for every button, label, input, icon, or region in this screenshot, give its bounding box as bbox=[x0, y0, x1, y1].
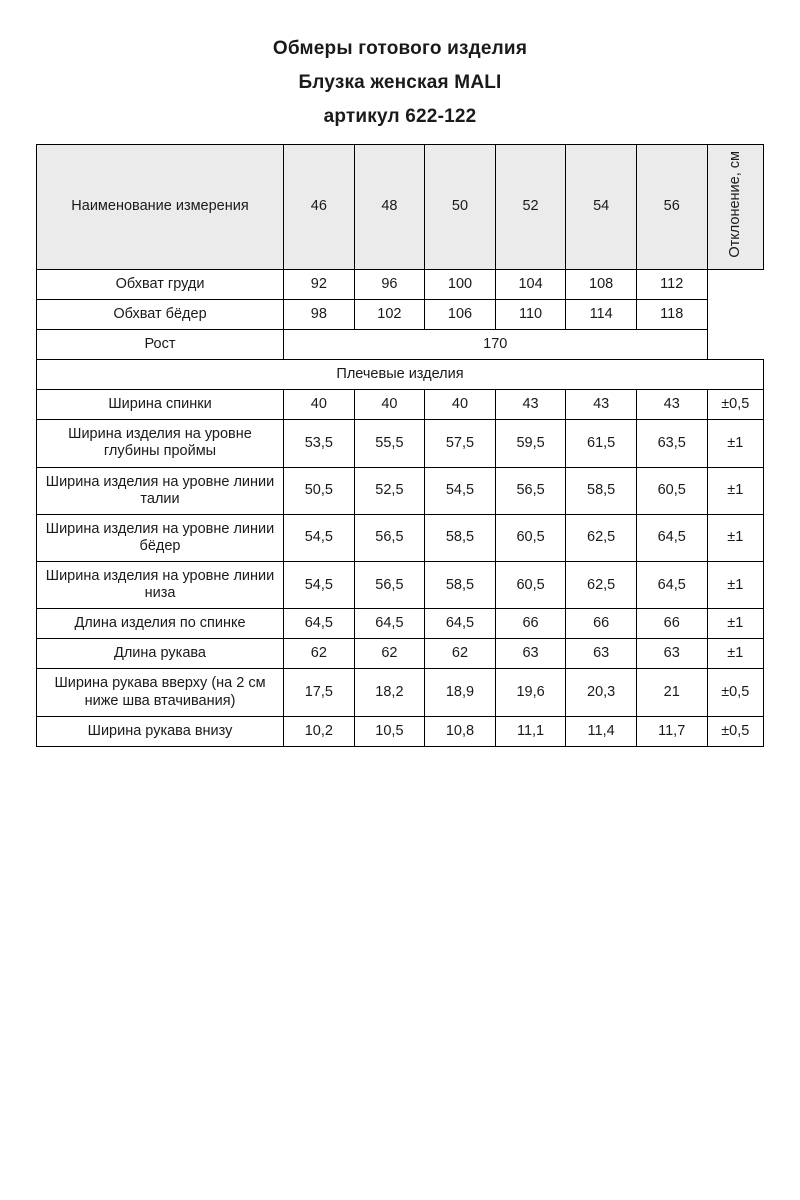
cell-value: 112 bbox=[636, 269, 707, 299]
cell-value: 54,5 bbox=[284, 561, 355, 608]
row-label: Ширина изделия на уровне глубины проймы bbox=[37, 420, 284, 467]
table-row bbox=[37, 420, 764, 467]
cell-value: 56,5 bbox=[495, 467, 566, 514]
cell-value: 64,5 bbox=[284, 609, 355, 639]
table-header bbox=[37, 145, 764, 270]
cell-value: 108 bbox=[566, 269, 637, 299]
cell-value: 61,5 bbox=[566, 420, 637, 467]
cell-value: 64,5 bbox=[636, 514, 707, 561]
table-body bbox=[37, 269, 764, 746]
cell-value: 62,5 bbox=[566, 561, 637, 608]
cell-value: 53,5 bbox=[284, 420, 355, 467]
cell-value: 40 bbox=[284, 390, 355, 420]
cell-value: 18,9 bbox=[425, 669, 496, 716]
cell-value: 43 bbox=[566, 390, 637, 420]
cell-value: 96 bbox=[354, 269, 425, 299]
cell-deviation: ±0,5 bbox=[707, 390, 764, 420]
cell-value: 58,5 bbox=[566, 467, 637, 514]
cell-value: 11,7 bbox=[636, 716, 707, 746]
cell-value: 63,5 bbox=[636, 420, 707, 467]
cell-value: 104 bbox=[495, 269, 566, 299]
cell-value: 66 bbox=[495, 609, 566, 639]
row-label: Обхват бёдер bbox=[37, 299, 284, 329]
cell-value: 98 bbox=[284, 299, 355, 329]
cell-deviation: ±1 bbox=[707, 609, 764, 639]
table-row bbox=[37, 639, 764, 669]
cell-value: 59,5 bbox=[495, 420, 566, 467]
cell-value: 17,5 bbox=[284, 669, 355, 716]
cell-deviation: ±1 bbox=[707, 467, 764, 514]
header-deviation-column bbox=[707, 145, 764, 270]
product-name: Блузка женская MALI bbox=[298, 72, 502, 93]
page-title: Обмеры готового изделия bbox=[272, 38, 528, 59]
section-label: Плечевые изделия bbox=[37, 360, 764, 390]
table-row bbox=[37, 269, 764, 299]
cell-value: 118 bbox=[636, 299, 707, 329]
cell-value: 60,5 bbox=[636, 467, 707, 514]
cell-deviation: ±0,5 bbox=[707, 716, 764, 746]
header-size-50: 50 bbox=[425, 145, 496, 270]
cell-value: 64,5 bbox=[425, 609, 496, 639]
cell-value: 11,1 bbox=[495, 716, 566, 746]
cell-value: 10,5 bbox=[354, 716, 425, 746]
cell-deviation: ±1 bbox=[707, 639, 764, 669]
row-label: Рост bbox=[37, 329, 284, 359]
cell-value: 11,4 bbox=[566, 716, 637, 746]
header-size-56: 56 bbox=[636, 145, 707, 270]
table-header-row bbox=[37, 145, 764, 270]
row-label: Ширина рукава внизу bbox=[37, 716, 284, 746]
cell-value: 63 bbox=[636, 639, 707, 669]
header-size-46: 46 bbox=[284, 145, 355, 270]
row-label: Обхват груди bbox=[37, 269, 284, 299]
table-row bbox=[37, 609, 764, 639]
row-label: Ширина изделия на уровне линии бёдер bbox=[37, 514, 284, 561]
table-section-row bbox=[37, 360, 764, 390]
cell-value: 62 bbox=[284, 639, 355, 669]
header-size-52: 52 bbox=[495, 145, 566, 270]
cell-value: 43 bbox=[636, 390, 707, 420]
cell-value: 56,5 bbox=[354, 514, 425, 561]
cell-value: 10,8 bbox=[425, 716, 496, 746]
cell-value: 56,5 bbox=[354, 561, 425, 608]
cell-value: 63 bbox=[566, 639, 637, 669]
cell-value: 66 bbox=[636, 609, 707, 639]
header-size-54: 54 bbox=[566, 145, 637, 270]
cell-value: 114 bbox=[566, 299, 637, 329]
cell-value: 66 bbox=[566, 609, 637, 639]
row-label: Ширина спинки bbox=[37, 390, 284, 420]
document-titles bbox=[36, 38, 764, 128]
cell-value-merged: 170 bbox=[284, 329, 707, 359]
cell-value: 58,5 bbox=[425, 514, 496, 561]
cell-value: 64,5 bbox=[636, 561, 707, 608]
cell-value: 57,5 bbox=[425, 420, 496, 467]
cell-value: 40 bbox=[425, 390, 496, 420]
row-label: Длина рукава bbox=[37, 639, 284, 669]
cell-value: 20,3 bbox=[566, 669, 637, 716]
table-row bbox=[37, 514, 764, 561]
cell-value: 60,5 bbox=[495, 561, 566, 608]
cell-value: 92 bbox=[284, 269, 355, 299]
cell-value: 64,5 bbox=[354, 609, 425, 639]
row-label: Ширина изделия на уровне линии низа bbox=[37, 561, 284, 608]
cell-value: 10,2 bbox=[284, 716, 355, 746]
cell-deviation: ±1 bbox=[707, 561, 764, 608]
cell-deviation: ±1 bbox=[707, 514, 764, 561]
cell-value: 62 bbox=[425, 639, 496, 669]
cell-value: 18,2 bbox=[354, 669, 425, 716]
table-row bbox=[37, 299, 764, 329]
header-size-48: 48 bbox=[354, 145, 425, 270]
table-row bbox=[37, 716, 764, 746]
cell-value: 106 bbox=[425, 299, 496, 329]
row-label: Ширина рукава вверху (на 2 см ниже шва втачивания) bbox=[37, 669, 284, 716]
cell-value: 55,5 bbox=[354, 420, 425, 467]
cell-value: 58,5 bbox=[425, 561, 496, 608]
cell-value: 21 bbox=[636, 669, 707, 716]
cell-value: 52,5 bbox=[354, 467, 425, 514]
table-row bbox=[37, 561, 764, 608]
cell-value: 62,5 bbox=[566, 514, 637, 561]
measurements-table bbox=[36, 144, 764, 747]
cell-value: 19,6 bbox=[495, 669, 566, 716]
cell-deviation: ±1 bbox=[707, 420, 764, 467]
table-row bbox=[37, 467, 764, 514]
cell-value: 43 bbox=[495, 390, 566, 420]
row-label: Ширина изделия на уровне линии талии bbox=[37, 467, 284, 514]
cell-value: 54,5 bbox=[284, 514, 355, 561]
header-deviation-label: Отклонение, см bbox=[726, 151, 743, 258]
cell-deviation: ±0,5 bbox=[707, 669, 764, 716]
cell-value: 110 bbox=[495, 299, 566, 329]
cell-value: 40 bbox=[354, 390, 425, 420]
table-row bbox=[37, 329, 764, 359]
article-number: артикул 622-122 bbox=[323, 106, 477, 127]
cell-value: 54,5 bbox=[425, 467, 496, 514]
table-row bbox=[37, 390, 764, 420]
cell-value: 60,5 bbox=[495, 514, 566, 561]
cell-value: 63 bbox=[495, 639, 566, 669]
cell-value: 50,5 bbox=[284, 467, 355, 514]
cell-value: 100 bbox=[425, 269, 496, 299]
row-label: Длина изделия по спинке bbox=[37, 609, 284, 639]
header-name-column: Наименование измерения bbox=[37, 145, 284, 270]
table-row bbox=[37, 669, 764, 716]
cell-value: 62 bbox=[354, 639, 425, 669]
cell-value: 102 bbox=[354, 299, 425, 329]
